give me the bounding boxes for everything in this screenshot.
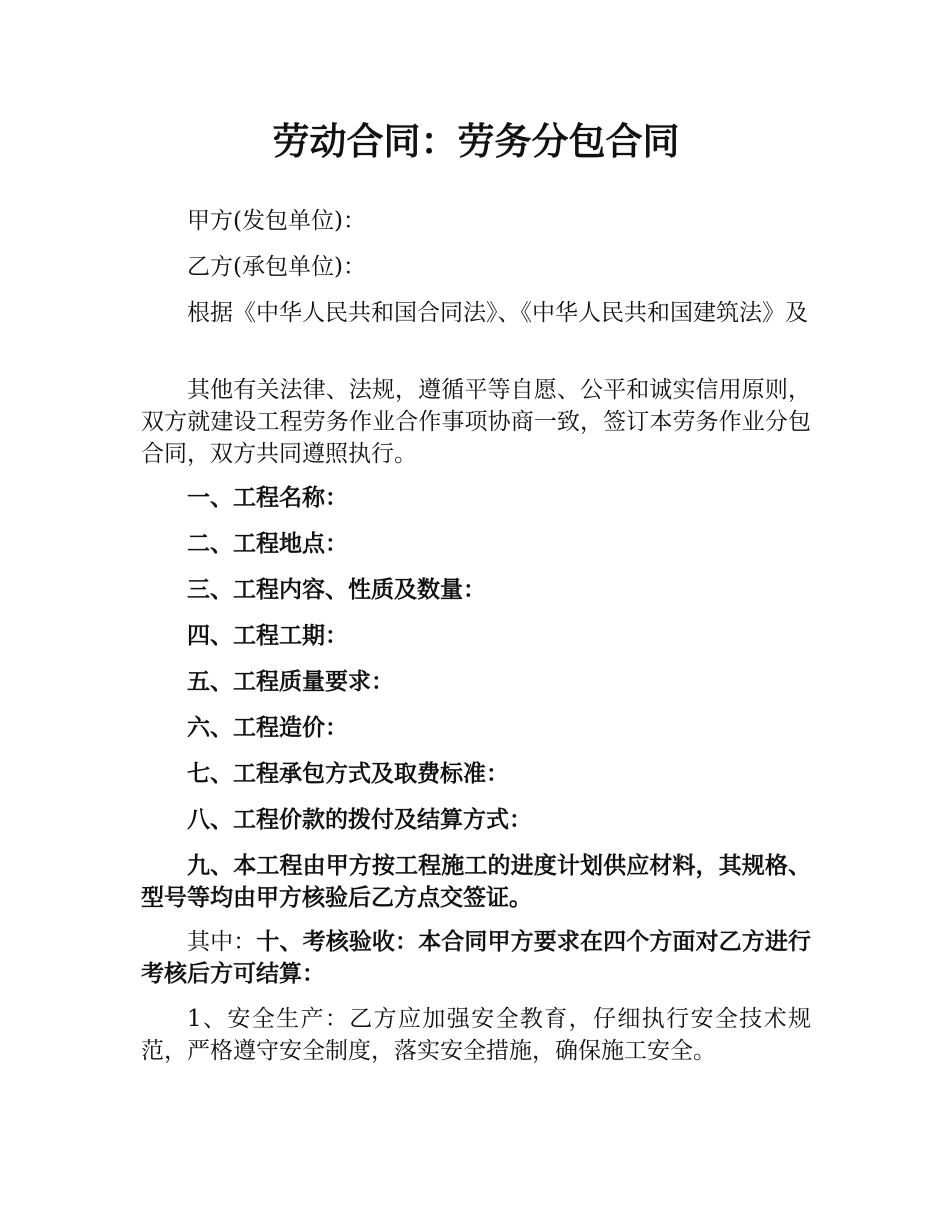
party-b-line: 乙方(承包单位)：	[187, 254, 366, 280]
item-safety-production: 1、安全生产：乙方应加强安全教育，仔细执行安全技术规范，严格遵守安全制度，落实安全措施，确保施工安全。	[141, 1006, 811, 1064]
section-project-cost: 六、工程造价：	[187, 715, 348, 741]
section-acceptance-paragraph	[141, 926, 811, 990]
clause-prefix: 其中：	[187, 929, 257, 955]
section-quality-requirements: 五、工程质量要求：	[187, 669, 394, 695]
section-contracting-method: 七、工程承包方式及取费标准：	[187, 761, 509, 787]
section-project-location: 二、工程地点：	[187, 531, 348, 557]
legal-basis-paragraph: 根据《中华人民共和国合同法》、《中华人民共和国建筑法》及	[187, 300, 808, 326]
section-project-name: 一、工程名称：	[187, 485, 348, 511]
section-acceptance: 十、考核验收：本合同甲方要求在四个方面对乙方进行考核后方可结算：	[141, 929, 812, 987]
document-title: 劳动合同：劳务分包合同	[272, 120, 680, 163]
intro-paragraph: 其他有关法律、法规，遵循平等自愿、公平和诚实信用原则，双方就建设工程劳务作业合作事项协商一致，签订本劳务作业分包合同，双方共同遵照执行。	[141, 377, 811, 467]
section-project-content: 三、工程内容、性质及数量：	[187, 577, 486, 603]
section-material-supply: 九、本工程由甲方按工程施工的进度计划供应材料，其规格、型号等均由甲方核验后乙方点交签证。	[141, 853, 811, 911]
section-project-duration: 四、工程工期：	[187, 623, 348, 649]
party-a-line: 甲方(发包单位)：	[187, 208, 366, 234]
section-payment-settlement: 八、工程价款的拨付及结算方式：	[187, 807, 532, 833]
